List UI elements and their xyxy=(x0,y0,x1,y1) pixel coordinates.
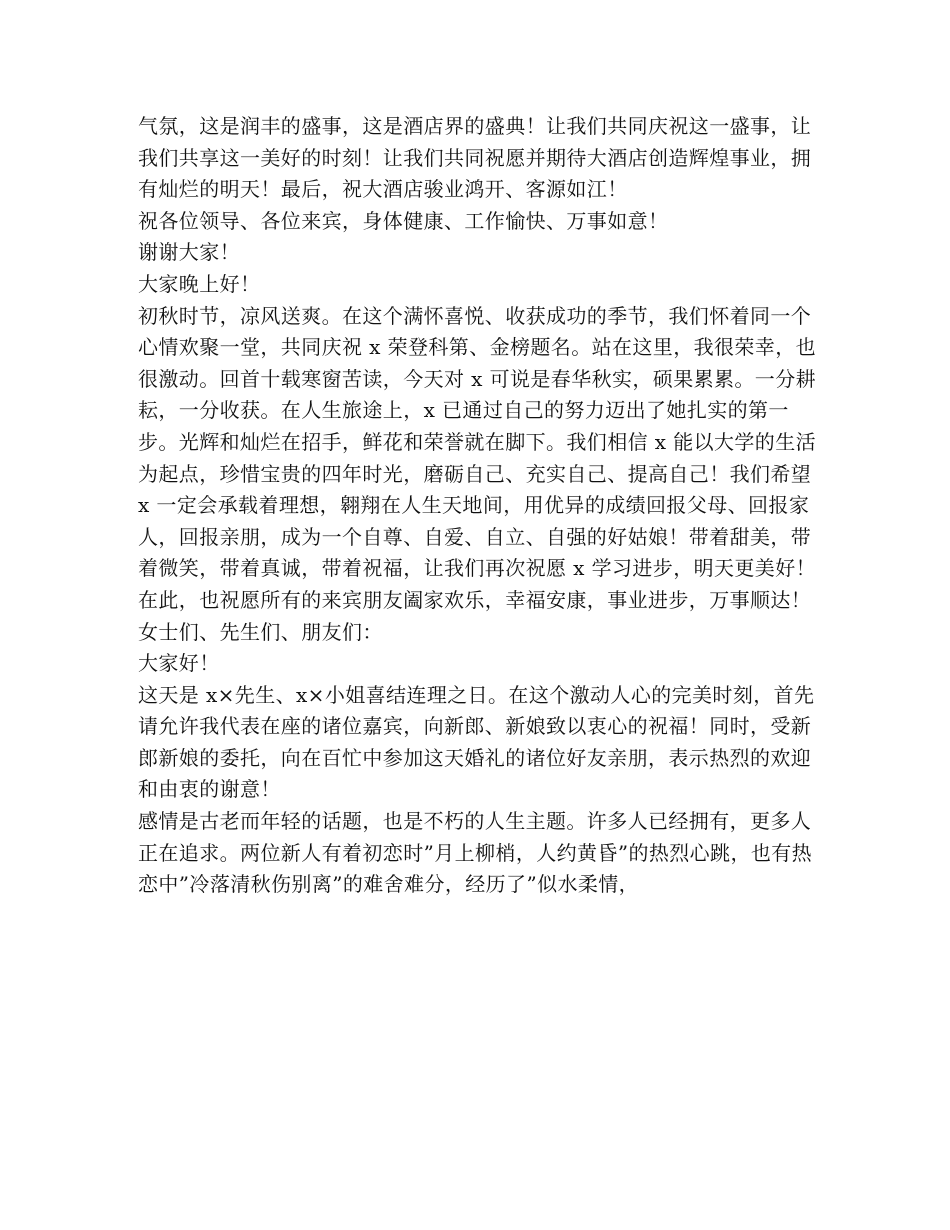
paragraph: 祝各位领导、各位来宾，身体健康、工作愉快、万事如意！ xyxy=(138,208,669,233)
paragraph: 女士们、先生们、朋友们： xyxy=(138,619,383,644)
paragraph: 大家晚上好！ xyxy=(138,271,261,296)
document-body xyxy=(138,111,828,901)
paragraph: 大家好！ xyxy=(138,651,220,676)
paragraph: 谢谢大家！ xyxy=(138,240,240,265)
paragraph: 初秋时节，凉风送爽。在这个满怀喜悦、收获成功的季节，我们怀着同一个心情欢聚一堂，共同庆祝 x 荣登科第、金榜题名。站在这里，我很荣幸，也很激动。回首十载寒窗苦读，今天对 x 可说是春华秋实，硕果累累。一分耕耘，一分收获。在人生旅途上，x 已通过自己的努力迈出了她扎实的第一步。光辉和灿烂在招手，鲜花和荣誉就在脚下。我们相信 x 能以大学的生活为起点，珍惜宝贵的四年时光，磨砺自己、充实自己、提高自己！我们希望 x 一定会承载着理想，翱翔在人生天地间，用优异的成绩回报父母、回报家人，回报亲朋，成为一个自尊、自爱、自立、自强的好姑娘！带着甜美，带着微笑，带着真诚，带着祝福，让我们再次祝愿 x 学习进步，明天更美好！ xyxy=(138,303,816,581)
paragraph: 感情是古老而年轻的话题，也是不朽的人生主题。许多人已经拥有，更多人正在追求。两位新人有着初恋时”月上柳梢，人约黄昏”的热烈心跳，也有热恋中”冷落清秋伤别离”的难舍难分，经历了”似水柔情， xyxy=(138,809,813,897)
paragraph: 这天是 x×先生、x×小姐喜结连理之日。在这个激动人心的完美时刻，首先请允许我代表在座的诸位嘉宾，向新郎、新娘致以衷心的祝福！同时，受新郎新娘的委托，向在百忙中参加这天婚礼的诸位好友亲朋，表示热烈的欢迎和由衷的谢意！ xyxy=(138,682,815,802)
paragraph: 在此，也祝愿所有的来宾朋友阖家欢乐，幸福安康，事业进步，万事顺达！ xyxy=(138,587,812,612)
paragraph: 气氛，这是润丰的盛事，这是酒店界的盛典！让我们共同庆祝这一盛事，让我们共享这一美好的时刻！让我们共同祝愿并期待大酒店创造辉煌事业，拥有灿烂的明天！最后，祝大酒店骏业鸿开、客源如江！ xyxy=(138,114,812,202)
